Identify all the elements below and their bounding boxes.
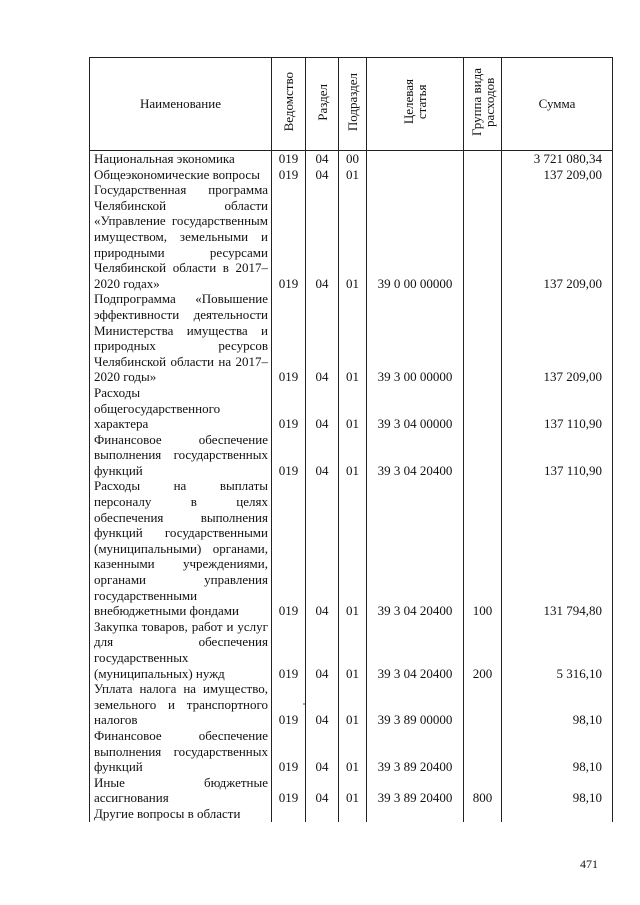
row-celevaya — [367, 151, 464, 167]
header-vedomstvo — [272, 58, 306, 151]
table-row — [90, 167, 613, 183]
table-row — [90, 728, 613, 775]
row-vedomstvo: 019 — [272, 432, 306, 479]
table-row — [90, 619, 613, 681]
row-podrazdel: 01 — [339, 182, 367, 291]
row-razdel — [306, 806, 339, 822]
row-podrazdel: 01 — [339, 432, 367, 479]
row-name: Расходы общегосударственного характера — [90, 385, 272, 432]
table-row — [90, 432, 613, 479]
row-gruppa — [464, 432, 502, 479]
row-razdel: 04 — [306, 432, 339, 479]
row-gruppa — [464, 728, 502, 775]
row-podrazdel: 01 — [339, 728, 367, 775]
header-razdel-text: Раздел — [314, 83, 330, 121]
row-razdel: 04 — [306, 681, 339, 728]
row-celevaya: 39 3 89 20400 — [367, 728, 464, 775]
row-vedomstvo: 019 — [272, 775, 306, 806]
table-row — [90, 182, 613, 291]
row-razdel: 04 — [306, 182, 339, 291]
table-row — [90, 478, 613, 618]
row-name: Расходы на выплаты персоналу в целях обеспечения выполнения функций государственными (муниципальными) органами, казенными учреждениями, органами управления государственными внебюджетными фондами — [90, 478, 272, 618]
row-celevaya: 39 3 04 20400 — [367, 432, 464, 479]
table-row — [90, 385, 613, 432]
row-gruppa — [464, 291, 502, 385]
page-number: 471 — [580, 857, 598, 871]
row-razdel: 04 — [306, 291, 339, 385]
row-summa: 98,10 — [502, 728, 613, 775]
row-name: Подпрограмма «Повышение эффективности деятельности Министерства имущества и природных ресурсов Челябинской области на 2017–2020 годы» — [90, 291, 272, 385]
row-gruppa — [464, 167, 502, 183]
table-row — [90, 291, 613, 385]
row-summa: 98,10 — [502, 775, 613, 806]
header-vedomstvo-text: Ведомство — [281, 72, 296, 132]
row-podrazdel: 00 — [339, 151, 367, 167]
row-celevaya: 39 3 89 20400 — [367, 775, 464, 806]
header-name — [90, 58, 272, 151]
row-vedomstvo: 019 — [272, 151, 306, 167]
row-summa: 137 209,00 — [502, 182, 613, 291]
row-podrazdel: 01 — [339, 619, 367, 681]
row-vedomstvo: 019 — [272, 385, 306, 432]
table-header-row — [90, 58, 613, 151]
row-celevaya — [367, 167, 464, 183]
row-razdel: 04 — [306, 385, 339, 432]
row-celevaya: 39 0 00 00000 — [367, 182, 464, 291]
row-podrazdel: 01 — [339, 167, 367, 183]
budget-document — [89, 57, 612, 847]
row-vedomstvo: 019 — [272, 681, 306, 728]
row-name: Уплата налога на имущество, земельного и транспортного налогов — [90, 681, 272, 728]
header-celevaya — [367, 58, 464, 151]
row-summa: 131 794,80 — [502, 478, 613, 618]
row-razdel: 04 — [306, 619, 339, 681]
row-gruppa — [464, 182, 502, 291]
row-summa: 137 209,00 — [502, 291, 613, 385]
table-row — [90, 775, 613, 806]
row-vedomstvo: 019 — [272, 167, 306, 183]
row-celevaya: 39 3 89 00000 — [367, 681, 464, 728]
table-row — [90, 151, 613, 167]
row-celevaya — [367, 806, 464, 822]
row-summa: 137 110,90 — [502, 385, 613, 432]
row-podrazdel: 01 — [339, 385, 367, 432]
row-name: Другие вопросы в области — [90, 806, 272, 822]
header-gruppa — [464, 58, 502, 151]
row-vedomstvo: 019 — [272, 728, 306, 775]
row-summa: 5 316,10 — [502, 619, 613, 681]
row-vedomstvo: 019 — [272, 291, 306, 385]
row-podrazdel: 01 — [339, 291, 367, 385]
scan-speck — [303, 703, 305, 705]
row-razdel: 04 — [306, 151, 339, 167]
row-name: Закупка товаров, работ и услуг для обеспечения государственных (муниципальных) нужд — [90, 619, 272, 681]
row-name: Финансовое обеспечение выполнения государственных функций — [90, 728, 272, 775]
row-name: Иные бюджетные ассигнования — [90, 775, 272, 806]
row-gruppa — [464, 681, 502, 728]
table-row — [90, 681, 613, 728]
row-razdel: 04 — [306, 478, 339, 618]
table-row — [90, 806, 613, 822]
row-razdel: 04 — [306, 167, 339, 183]
row-gruppa: 100 — [464, 478, 502, 618]
header-gruppa-text: Группа вида расходов — [468, 68, 497, 136]
row-podrazdel: 01 — [339, 478, 367, 618]
header-razdel — [306, 58, 339, 151]
header-name-text: Наименование — [140, 96, 221, 111]
row-celevaya: 39 3 04 20400 — [367, 619, 464, 681]
row-gruppa — [464, 806, 502, 822]
header-podrazdel-text: Подраздел — [345, 72, 360, 132]
row-summa — [502, 806, 613, 822]
row-name: Государственная программа Челябинской области «Управление государственным имуществом, земельными и природными ресурсами Челябинской области в 2017–2020 годах» — [90, 182, 272, 291]
row-vedomstvo: 019 — [272, 182, 306, 291]
row-gruppa — [464, 151, 502, 167]
row-gruppa — [464, 385, 502, 432]
row-razdel: 04 — [306, 728, 339, 775]
row-celevaya: 39 3 00 00000 — [367, 291, 464, 385]
row-vedomstvo: 019 — [272, 619, 306, 681]
header-podrazdel — [339, 58, 367, 151]
header-summa-text: Сумма — [538, 96, 576, 111]
row-podrazdel: 01 — [339, 775, 367, 806]
row-vedomstvo — [272, 806, 306, 822]
row-gruppa: 800 — [464, 775, 502, 806]
row-gruppa: 200 — [464, 619, 502, 681]
row-summa: 3 721 080,34 — [502, 151, 613, 167]
table-body — [90, 151, 613, 822]
row-celevaya: 39 3 04 20400 — [367, 478, 464, 618]
budget-table — [89, 57, 613, 822]
row-name: Национальная экономика — [90, 151, 272, 167]
row-name: Финансовое обеспечение выполнения государственных функций — [90, 432, 272, 479]
header-celevaya-text: Целевая статья — [401, 79, 429, 125]
header-summa — [502, 58, 613, 151]
row-razdel: 04 — [306, 775, 339, 806]
row-podrazdel — [339, 806, 367, 822]
row-summa: 98,10 — [502, 681, 613, 728]
row-summa: 137 209,00 — [502, 167, 613, 183]
row-vedomstvo: 019 — [272, 478, 306, 618]
row-summa: 137 110,90 — [502, 432, 613, 479]
row-podrazdel: 01 — [339, 681, 367, 728]
row-celevaya: 39 3 04 00000 — [367, 385, 464, 432]
row-name: Общеэкономические вопросы — [90, 167, 272, 183]
